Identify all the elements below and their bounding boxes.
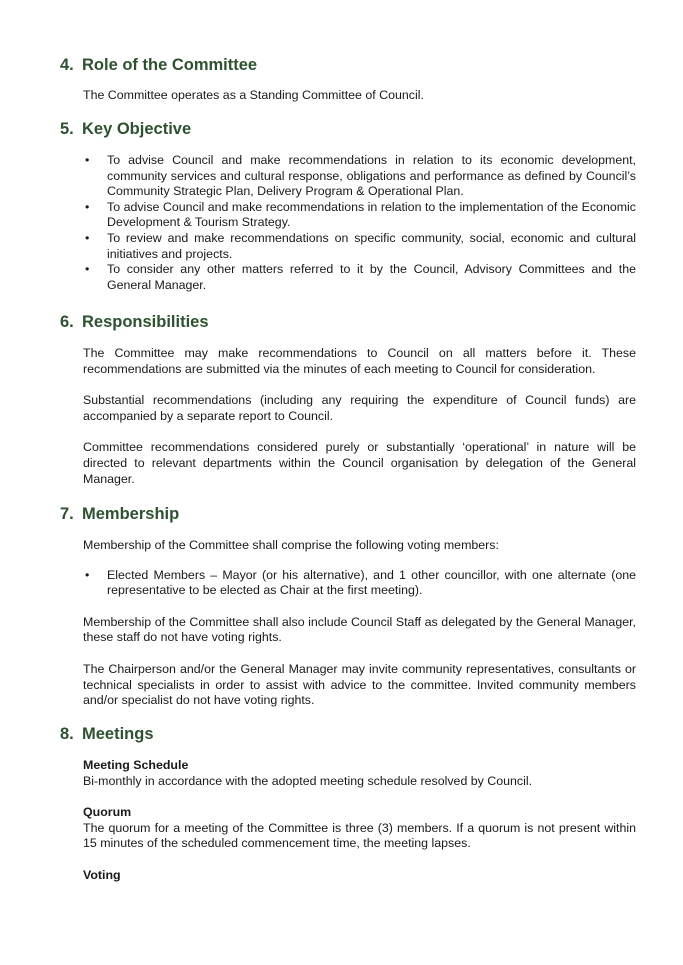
- subheading-meeting-schedule: Meeting Schedule: [83, 758, 189, 772]
- section-number: 5.: [60, 120, 74, 138]
- section-body: [83, 346, 636, 487]
- section-number: 4.: [60, 56, 74, 74]
- bullet-list: [83, 568, 636, 599]
- section-number: 6.: [60, 313, 74, 331]
- section-membership: [60, 504, 640, 709]
- list-item: • To consider any other matters referred to it by the Council, Advisory Committees and the General Manager.: [83, 262, 636, 293]
- list-item: • To advise Council and make recommendations in relation to its economic development, community services and cultural response, obligations and performance as defined by Council’s Community Strategic Plan, Delivery Program & Operational Plan.: [83, 153, 636, 200]
- paragraph: The Committee operates as a Standing Committee of Council.: [83, 88, 424, 102]
- paragraph: Substantial recommendations (including any requiring the expenditure of Council funds) are accompanied by a separate report to Council.: [83, 393, 636, 423]
- section-heading: [60, 504, 640, 524]
- paragraph: Membership of the Committee shall also include Council Staff as delegated by the General Manager, these staff do not have voting rights.: [83, 614, 636, 645]
- section-meetings: [60, 724, 640, 884]
- paragraph: The quorum for a meeting of the Committee is three (3) members. If a quorum is not present within 15 minutes of the scheduled commencement time, the meeting lapses.: [83, 820, 636, 851]
- paragraph: The Chairperson and/or the General Manager may invite community representatives, consultants or technical specialists in order to assist with advice to the committee. Invited community members and/or specialist do not have voting rights.: [83, 661, 636, 708]
- section-responsibilities: [60, 312, 640, 487]
- section-title: Responsibilities: [82, 313, 209, 331]
- section-heading: [60, 312, 640, 332]
- section-title: Key Objective: [82, 120, 192, 138]
- paragraph: Committee recommendations considered purely or substantially ‘operational’ in nature will be directed to relevant departments within the Council organisation by delegation of the General Manager.: [83, 440, 636, 486]
- paragraph: Membership of the Committee shall comprise the following voting members:: [83, 538, 499, 552]
- section-title: Role of the Committee: [82, 56, 258, 74]
- list-item: • To review and make recommendations on specific community, social, economic and cultural initiatives and projects.: [83, 231, 636, 262]
- section-title: Meetings: [82, 725, 154, 743]
- paragraph: The Committee may make recommendations to Council on all matters before it. These recommendations are submitted via the minutes of each meeting to Council for consideration.: [83, 346, 636, 376]
- section-heading: [60, 119, 640, 139]
- paragraph: Bi-monthly in accordance with the adopted meeting schedule resolved by Council.: [83, 773, 533, 788]
- subheading-voting: Voting: [83, 867, 121, 882]
- section-body: [83, 538, 636, 709]
- section-body: [83, 153, 636, 293]
- list-item: • Elected Members – Mayor (or his alternative), and 1 other councillor, with one alternate (one representative to be elected as Chair at the first meeting).: [83, 568, 636, 599]
- section-key-objective: [60, 119, 640, 293]
- section-number: 8.: [60, 725, 74, 743]
- subheading-quorum: Quorum: [83, 805, 132, 820]
- section-number: 7.: [60, 505, 74, 523]
- section-body: [83, 758, 636, 884]
- bullet-list: [83, 153, 636, 293]
- section-role: [60, 55, 640, 104]
- section-heading: [60, 724, 640, 744]
- section-title: Membership: [82, 505, 180, 523]
- section-heading: [60, 55, 640, 75]
- section-body: [83, 88, 636, 104]
- list-item: • To advise Council and make recommendations in relation to the implementation of the Economic Development & Tourism Strategy.: [83, 200, 636, 231]
